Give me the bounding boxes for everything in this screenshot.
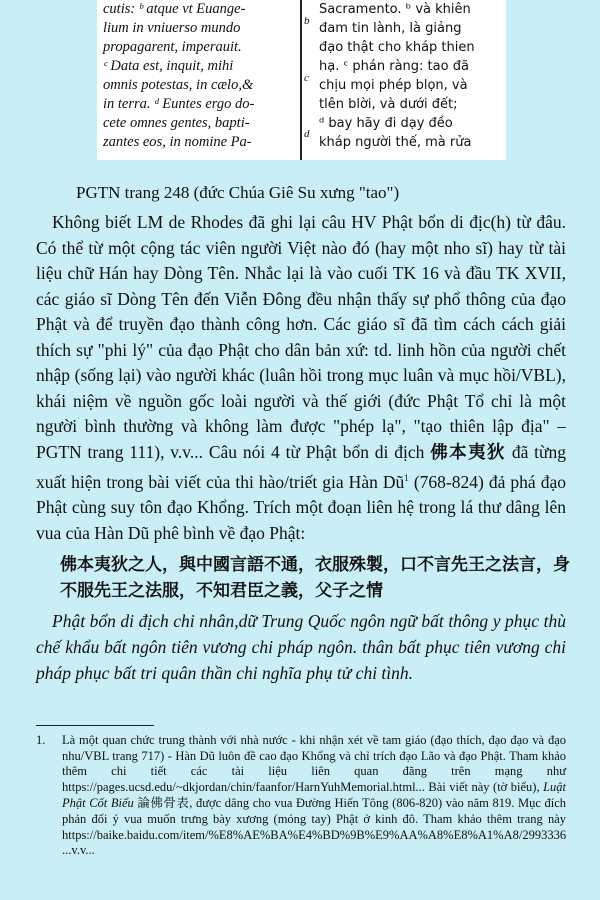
footnote <box>36 733 566 859</box>
paragraph-text: Không biết LM de Rhodes đã ghi lại câu HV Phật bổn di địc(h) từ đâu. Có thể từ một cộng tác viên người Việt nào đó (hay một nho sĩ) hay từ tài liệu chữ Hán hay Dòng Tên. Nhắc lại là vào cuối TK 16 và đầu TK XVII, các giáo sĩ Dòng Tên đến Viễn Đông đều nhận thấy sự phổ thông của đạo Phật và để truyền đạo thành công hơn. Các giáo sĩ đã tìm cách cách giải thích sự "phi lý" của đạo Phật cho dân bản xứ: td. linh hồn của người chết nhập (sống lại) vào người khác (luân hồi trong mục luân và mục hồi/VBL), khái niệm về nguồn gốc loài người và thế giới (đức Phật Tổ chỉ là một người bình thường và không làm được "phép lạ", "tạo thiên lập địa" – PGTN trang 111), v.v... Câu nói 4 từ Phật bổn di địch <box>36 212 566 462</box>
vietnamese-line: Sacramento. ᵇ và khiên <box>319 2 471 17</box>
footnote-text-part1: Là một quan chức trung thành với nhà nước - khi nhận xét về tam giáo (đạo thích, đạo đạo và đạo nhu/VBL trang 717) - Hàn Dũ luôn đề cao đạo Khổng và chỉ trích đạo Lão và đạo Phật. Tham khảo thêm chi tiết các tài liệu liên quan đăng trên mạng như https://pages.ucsd.edu/~dkjordan/chin/faanfor/HarnYuhMemorial.html... Bài viết này (tờ biểu), <box>62 733 566 794</box>
vietnamese-line: chịu mọi phép blọn, và <box>319 78 468 93</box>
latin-column <box>103 0 293 152</box>
vietnamese-line: kháp người thế, mà rửa <box>319 135 472 150</box>
latin-line: cete omnes gentes, bapti- <box>103 115 250 131</box>
sino-vietnamese-transliteration <box>36 608 566 686</box>
footnote-text-part2: , được dâng cho vua Đường Hiến Tông (806-820) vào năm 819. Mục đích phản đối ý vua muốn trưng bày xương (móng tay) Phật ở kinh đô. Tham khảo thêm trang này https://baike.baidu.com/item/%E8%AE%BA%E4%BD%9B%E9%AA%A8%E8%A1%A8/2993336 ...v.v... <box>62 796 567 858</box>
footnote-separator <box>36 725 154 726</box>
latin-line: omnis potestas, in cælo,& <box>103 77 254 93</box>
footnote-reference[interactable]: 1 <box>404 473 409 483</box>
latin-line: cutis: ᵇ atque vt Euange- <box>103 1 246 17</box>
footnote-title: Luật Phật Cốt Biểu <box>62 779 567 811</box>
main-paragraph <box>36 210 566 546</box>
vietnamese-column <box>319 0 504 152</box>
column-divider <box>300 0 302 160</box>
image-caption: PGTN trang 248 (đức Chúa Giê Su xưng "tao") <box>76 183 400 202</box>
inline-chinese: 佛本夷狄 <box>430 442 506 463</box>
footnote-title-chinese: 論佛骨表 <box>137 795 190 811</box>
latin-line: lium in vniuerso mundo <box>103 20 241 36</box>
footnote-number: 1. <box>36 733 46 747</box>
paragraph-text-continued: đã từng xuất hiện trong bài viết của thi hào/triết gia Hàn Dũ <box>36 441 567 492</box>
vietnamese-line: tlên blời, và dưới đết; <box>319 97 458 112</box>
margin-mark-d: d <box>304 128 310 140</box>
vietnamese-line: ᵈ bay hãy đi dạy đềo <box>319 116 453 131</box>
footnote-text <box>62 733 566 859</box>
paragraph-text-end: (768-824) đả phá đạo Phật cùng suy tôn đạo Khổng. Trích một đoạn liên hệ trong lá thư dâng lên vua của Hàn Dũ phê bình về đạo Phật: <box>36 471 567 543</box>
chinese-quote: 佛本夷狄之人，與中國言語不通，衣服殊製，口不言先王之法言，身不服先王之法服，不知君臣之義，父子之情 <box>60 555 570 601</box>
vietnamese-line: đam tin lành, là giảng <box>319 21 462 36</box>
vietnamese-line: đạo thật cho kháp thien <box>319 40 475 55</box>
scanned-excerpt-image <box>97 0 506 160</box>
latin-line: zantes eos, in nomine Pa- <box>103 134 252 150</box>
transliteration-text: Phật bổn di địch chi nhân,dữ Trung Quốc ngôn ngữ bất thông y phục thù chế khẩu bất ngôn tiên vương chi pháp ngôn. thân bất phục tiên vương chi pháp phục bất tri quân thần chi nghĩa phụ tử chi tình. <box>36 611 566 683</box>
latin-line: in terra. ᵈ Euntes ergo do- <box>103 96 255 112</box>
latin-line: propagarent, imperauit. <box>103 39 242 55</box>
margin-mark-b: b <box>304 15 310 27</box>
vietnamese-line: hạ. ᶜ phán ràng: tao đã <box>319 59 469 74</box>
latin-line: ᶜ Data est, inquit, mihi <box>103 58 234 74</box>
margin-mark-c: c <box>304 72 309 84</box>
